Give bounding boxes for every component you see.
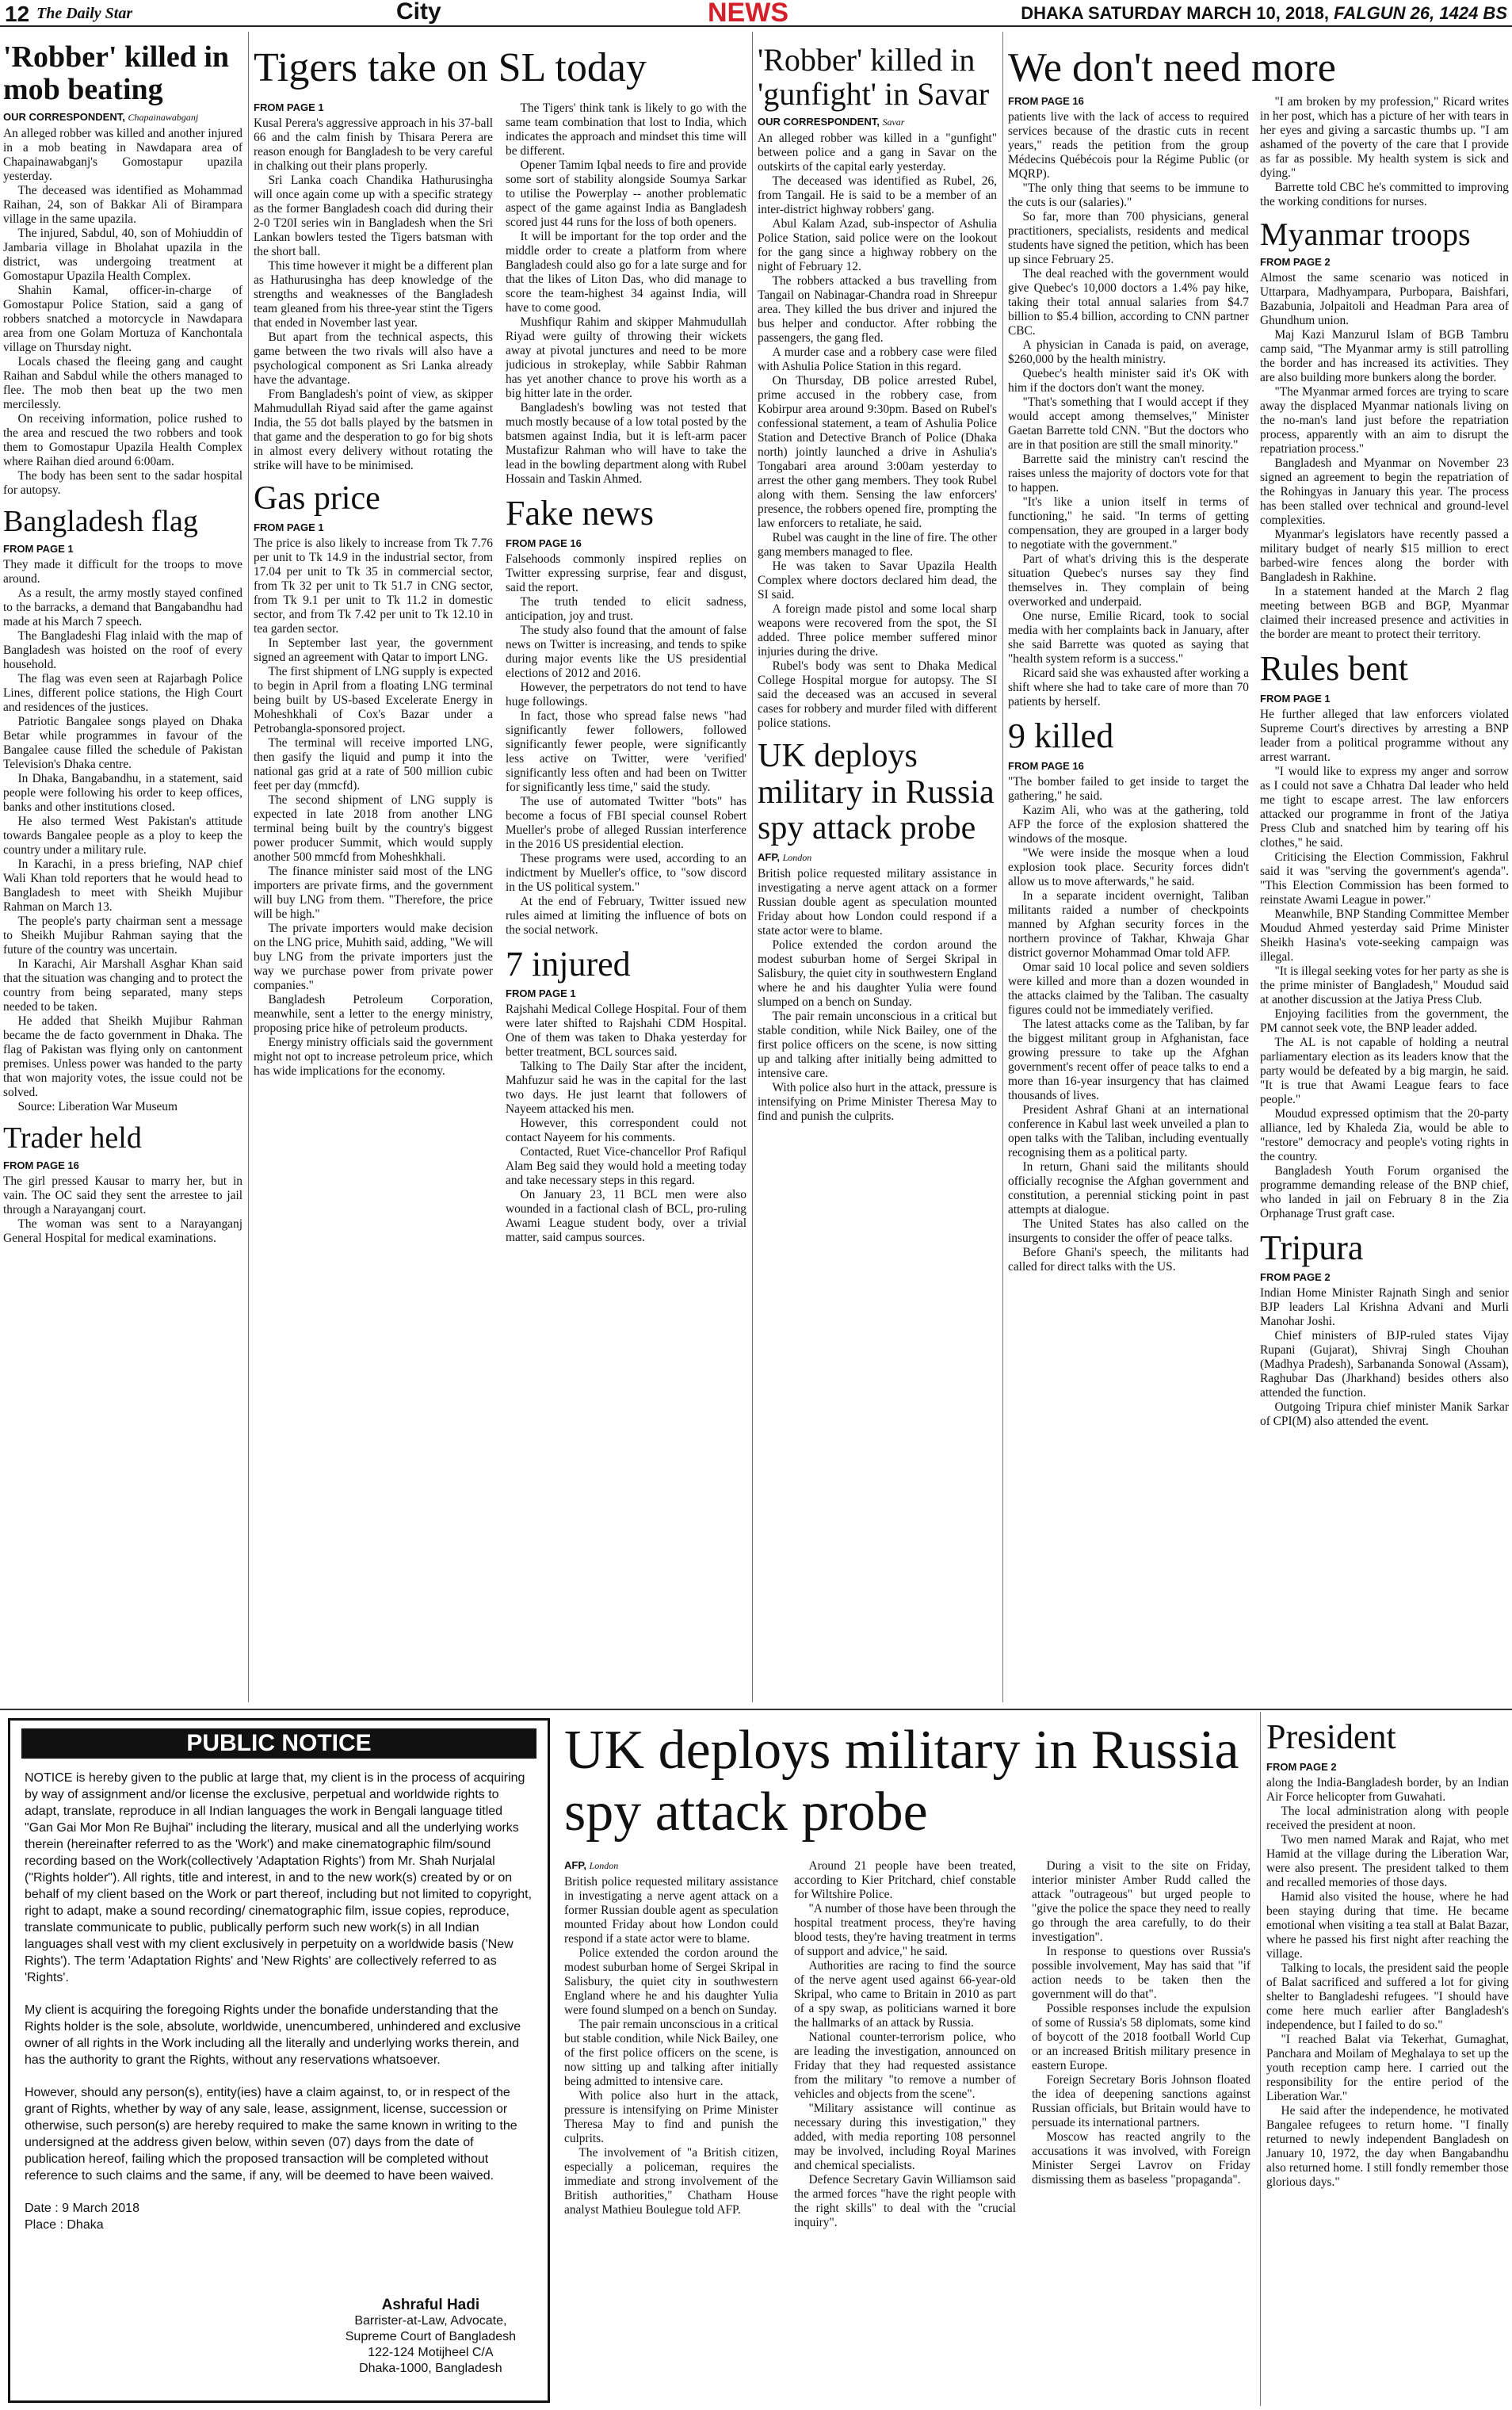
paragraph: The robbers attacked a bus travelling from Tangail on Nabinagar-Chandra road in Shreepur area. They killed the bus driver and injured the bus helper and conductor. After robbing the passengers, the gang fled. <box>758 274 997 346</box>
paragraph: Indian Home Minister Rajnath Singh and senior BJP leaders Lal Krishna Advani and Murli Manohar Joshi. <box>1260 1286 1509 1329</box>
paragraph: The local administration along with people received the president at noon. <box>1266 1804 1509 1832</box>
paragraph: However, this correspondent could not contact Nayeem for his comments. <box>506 1117 746 1145</box>
story-body <box>506 552 746 938</box>
column-1 <box>3 35 242 1707</box>
paragraph: Locals chased the fleeing gang and caught Raihan and Sabdul while the others managed to flee. The mob then beat up the two men mercilessly. <box>3 355 242 412</box>
paragraph: Talking to locals, the president said the people of Balat sacrificed and suffered a lot for giving shelter to Bangladeshi refugees. "I should have come here much earlier after Bangladesh's independence, but I failed to do so." <box>1266 1961 1509 2032</box>
section-name: City <box>396 0 441 25</box>
paragraph: On Thursday, DB police arrested Rubel, prime accused in the robbery case, from Kobirpur area around 9:30pm. Based on Rubel's confessional statement, a team of Ashulia Police Station and Detective Branch of Police (Dhaka north) jointly launched a drive in Ashulia's Tongabari area around 3:00am yesterday to arrest the other gang members. They took Rubel along with them. Sensing the law enforcers' presence, the robbers opened fire, prompting the law enforcers to retaliate, he said. <box>758 374 997 531</box>
paragraph: Talking to The Daily Star after the incident, Mahfuzur said he was in the capital for the last two days. He just learnt that followers of Nayeem attacked his men. <box>506 1060 746 1117</box>
paragraph: The truth tended to elicit sadness, anticipation, joy and trust. <box>506 594 746 623</box>
story-body <box>1260 95 1509 209</box>
headline: Gas price <box>254 480 380 517</box>
paragraph: The finance minister said most of the LNG importers are private firms, and the government will buy LNG from them. "Therefore, the price will be high." <box>254 865 493 922</box>
story-tigers-cont <box>506 101 746 487</box>
paragraph: One nurse, Emilie Ricard, took to social media with her complaints back in January, after she said Barrette was quoted as saying that "health system reform is a success." <box>1008 609 1249 666</box>
paragraph: The Tigers' think tank is likely to go with the same team combination that lost to India, which indicates the approach and mindset this time will be different. <box>506 101 746 158</box>
byline: FROM PAGE 1 <box>3 543 74 556</box>
tigers-headline-area <box>254 35 746 106</box>
signatory-name: Ashraful Hadi <box>381 2297 480 2313</box>
paragraph: Almost the same scenario was noticed in Uttarpara, Madhyampara, Purbopara, Baishfari, Bazabunia, Jolpaitoli and Headman Para area of Ghundhum union. <box>1260 271 1509 328</box>
headline: Rules bent <box>1260 649 1408 689</box>
paragraph: The woman was sent to a Narayanganj General Hospital for medical examinations. <box>3 1217 242 1246</box>
paragraph: The latest attacks come as the Taliban, by far the biggest militant group in Afghanistan, face growing pressure to take up the Afghan government's recent offer of peace talks to end a more than 16-year insurgency that has claimed thousands of lives. <box>1008 1017 1249 1102</box>
notice-signature: Ashraful Hadi Barrister-at-Law, Advocate, Supreme Court of Bangladesh 122-124 Motijheel C/A Dhaka-1000, Bangladesh <box>345 2297 516 2375</box>
notice-paragraph: NOTICE is hereby given to the public at large that, my client is in the process of acquiring by way of assignment and/or license the exclusive, perpetual and worldwide rights to adapt, translate, reproduce in all Indian languages the work in Bengali language titled "Gan Gai Mor Mon Re Bujhai" including the literary, musical and all the underlying works therein (hereinafter referred to as the 'Work') and make cinematographic film/sound recording based on the Work(collectively 'Adaptation Rights') from Mr. Shah Nurjalal ("Rights holder"). All rights, title and interest, in and to the new work(s) created by or on behalf of my client based on the Work or part thereof, including but not limited to copyright, right to adapt, make a sound recording/ cinematographic film, issue copies, reproduce, translate communicate to public, publically perform such new work(s) in all Indian languages shall vest with my client exclusively in perpetuity on a worldwide basis ('New Rights'). The term 'Adaptation Rights' and 'New Rights' are collectively referred to as 'Rights'. <box>25 1771 533 1984</box>
paragraph: The flag was even seen at Rajarbagh Police Lines, different police stations, the High Court and residences of the justices. <box>3 672 242 715</box>
byline: FROM PAGE 16 <box>506 537 582 549</box>
story-body <box>1260 708 1509 1221</box>
paragraph: The AL is not capable of holding a neutral parliamentary election as its leaders know that the party would be defeated by a big margin, he said. "It is true that Awami League fears to face people." <box>1260 1035 1509 1106</box>
issue-date: DHAKA SATURDAY MARCH 10, 2018, FALGUN 26, 1424 BS <box>1021 3 1507 23</box>
paragraph: From Bangladesh's point of view, as skipper Mahmudullah Riyad said after the game against India, the 55 dot balls played by the batsmen in that game and the desperation to go for big shots in almost every delivery without rotating the strike will have to be minimised. <box>254 388 493 472</box>
paragraph: With police also hurt in the attack, pressure is intensifying on Prime Minister Theresa May to find and punish the culprits. <box>564 2089 778 2145</box>
paragraph: In Karachi, Air Marshall Asghar Khan said that the situation was changing and to protect the country from being separated, many steps needed to be taken. <box>3 957 242 1014</box>
paragraph: Sri Lanka coach Chandika Hathurusingha will once again come up with a specific strategy as the former Bangladesh coach did during their 2-0 T20I series win in Bangladesh when the Sri Lankan bowlers tested the Tigers batsman with the short ball. <box>254 174 493 258</box>
headline: Myanmar troops <box>1260 216 1471 252</box>
paragraph: Moudud expressed optimism that the 20-party alliance, led by Khaleda Zia, would be able to "restore" democracy and people's voting rights in the country. <box>1260 1106 1509 1163</box>
headline: Tigers take on SL today <box>254 45 647 90</box>
paragraph: "Military assistance will continue as necessary during this investigation," they added, with media reporting 108 personnel may be involved, including Royal Marines and chemical specialists. <box>794 2102 1016 2172</box>
paragraph: "It is illegal seeking votes for her party as she is the prime minister of Bangladesh," Moudud said at another discussion at the Jatiya Press Club. <box>1260 964 1509 1006</box>
paragraph: These programs were used, according to an indictment by Mueller's office, to "sow discord in the US political system." <box>506 851 746 894</box>
headline: Bangladesh flag <box>3 505 198 539</box>
paragraph: The Bangladeshi Flag inlaid with the map of Bangladesh was hoisted on the roof of every household. <box>3 629 242 672</box>
paragraph: In Karachi, in a press briefing, NAP chief Wali Khan told reporters that he would head to Bangladesh to meet with Sheikh Mujibur Rahman on March 13. <box>3 857 242 915</box>
story-body <box>254 116 493 473</box>
paragraph: The pair remain unconscious in a critical but stable condition, while Nick Bailey, one of the first police officers on the scene, is now sitting up and talking after initially being admitted to intensive care. <box>758 1010 997 1081</box>
paragraph: The first shipment of LNG supply is expected to begin in April from a floating LNG terminal being built by US-based Excelerate Energy in Moheshkhali of Cox's Bazar under a Petrobangla-sponsored project. <box>254 665 493 736</box>
uk-big-headline-area <box>564 1713 1254 1856</box>
headline: UK deploys military in Russia spy attack probe <box>758 738 995 847</box>
paragraph: The people's party chairman sent a message to Sheikh Mujibur Rahman saying that the future of the country was uncertain. <box>3 915 242 957</box>
paragraph: Hamid also visited the house, where he had been staying during that time. He became emotional when visiting a tea stall at Balat Bazar, where he passed his first night after reaching the village. <box>1266 1889 1509 1961</box>
paragraph: However, the perpetrators do not tend to have huge followings. <box>506 680 746 708</box>
story-body <box>3 558 242 1114</box>
paragraph: In fact, those who spread false news "had significantly fewer followers, followed significantly fewer people, were significantly less active on Twitter, were 'verified' significantly less often and had been on Twitter for significantly less time," said the study. <box>506 708 746 794</box>
paragraph: Barrette said the ministry can't rescind the raises unless the majority of doctors vote for that to happen. <box>1008 453 1249 495</box>
story-robber-gunfight <box>758 43 997 731</box>
paragraph: Bangladesh Petroleum Corporation, meanwhile, sent a letter to the energy ministry, proposing price hike of petroleum products. <box>254 993 493 1036</box>
column-2 <box>254 101 493 1707</box>
column-3 <box>506 101 746 1707</box>
paragraph: In a statement handed at the March 2 flag meeting between BGB and BGP, Myanmar claimed their increased presence and activities in the border are meant to protect their territory. <box>1260 585 1509 642</box>
column-5 <box>1008 95 1249 1707</box>
paragraph: Shahin Kamal, officer-in-charge of Gomostapur Police Station, said a gang of robbers snatched a motorcycle in Nawdapara area from one Golam Mortuza of Kanchontala village on Thursday night. <box>3 284 242 355</box>
paragraph: Source: Liberation War Museum <box>17 1100 178 1114</box>
paragraph: Omar said 10 local police and seven soldiers were killed and more than a dozen wounded in the attacks claimed by the Taliban. The casualty figures could not be immediately verified. <box>1008 960 1249 1017</box>
paragraph: A murder case and a robbery case were filed with Ashulia Police Station in this regard. <box>758 346 997 374</box>
paragraph: The study also found that the amount of false news on Twitter is increasing, and tends to spike during major events like the US presidential elections of 2012 and 2016. <box>506 623 746 680</box>
story-robber-mob <box>3 41 242 498</box>
paragraph: Energy ministry officials said the government might not opt to increase petroleum price, which has wide implications for the economy. <box>254 1036 493 1079</box>
page-number: 12 <box>5 2 30 26</box>
paragraph: He said after the independence, he motivated Bangalee refugees to return home. "I finally returned to newly independent Bangladesh on January 10, 1972, the day when Bangabandhu also returned home. I still fondly remember those glorious days." <box>1266 2103 1509 2189</box>
paragraph: British police requested military assistance in investigating a nerve agent attack on a former Russian double agent as speculation mounted Friday about how London could respond if a state actor were to blame. <box>758 867 997 938</box>
column-rule <box>1260 1712 1261 2406</box>
paragraph: In Dhaka, Bangabandhu, in a statement, said people were following his order to keep offices, banks and other institutions closed. <box>3 772 242 815</box>
headline: Tripura <box>1260 1228 1364 1267</box>
byline: FROM PAGE 1 <box>254 101 324 113</box>
paragraph: Meanwhile, BNP Standing Committee Member Moudud Ahmed yesterday said Prime Minister Sheikh Hasina's vote-seeking campaign was illegal. <box>1260 907 1509 964</box>
uk-big-col-2 <box>794 1859 1016 2406</box>
headline: We don't need more <box>1008 45 1336 90</box>
byline: FROM PAGE 16 <box>3 1159 79 1172</box>
headline: 7 injured <box>506 944 631 983</box>
paragraph: The United States has also called on the insurgents to consider the offer of peace talks. <box>1008 1216 1249 1245</box>
notice-date: Date : 9 March 2018 <box>25 2202 139 2215</box>
story-fake-news <box>506 495 746 938</box>
paragraph: Moscow has reacted angrily to the accusations it was involved, with Foreign Minister Sergei Lavrov on Friday dismissing them as baseless "propaganda". <box>1032 2130 1250 2187</box>
byline: FROM PAGE 16 <box>1008 759 1084 772</box>
paragraph: Bangladesh's bowling was not tested that much mostly because of a low total posted by the batsmen against India, but it is left-arm pacer Mustafizur Rahman who will have to take the lead in the bowling department along with Rubel Hossain and Taskin Ahmed. <box>506 401 746 486</box>
uk-big-col-3 <box>1032 1859 1250 2406</box>
byline: FROM PAGE 2 <box>1260 1271 1331 1284</box>
paragraph: Myanmar's legislators have recently passed a military budget of nearly $15 million to erect barbed-wire fences along the border with Bangladesh in Rakhine. <box>1260 528 1509 585</box>
story-body <box>564 1875 778 2217</box>
paragraph: They made it difficult for the troops to move around. <box>3 558 242 586</box>
notice-place: Place : Dhaka <box>25 2218 104 2232</box>
paragraph: The second shipment of LNG supply is expected in late 2018 from another LNG terminal being built by the country's biggest power producer Summit, which would supply another 500 mmcfd from Moheshkhali. <box>254 793 493 865</box>
story-tripura <box>1260 1229 1509 1430</box>
paragraph: President Ashraf Ghani at an international conference in Kabul last week unveiled a plan to open talks with the Taliban, including eventually recognising them as a political party. <box>1008 1102 1249 1159</box>
story-myanmar <box>1260 217 1509 642</box>
paragraph: Before Ghani's speech, the militants had called for direct talks with the US. <box>1008 1245 1249 1274</box>
byline: FROM PAGE 2 <box>1260 256 1331 269</box>
headline: Fake news <box>506 494 654 533</box>
paragraph: With police also hurt in the attack, pressure is intensifying on Prime Minister Theresa May to find and punish the culprits. <box>758 1081 997 1124</box>
public-notice <box>8 1718 550 2403</box>
paragraph: Police extended the cordon around the modest suburban home of Sergei Skripal in Salisbury, the quiet city in southwestern England where he and his daughter Yulia were found slumped on a bench on Sunday. <box>758 938 997 1010</box>
paragraph: Around 21 people have been treated, according to Kier Pritchard, chief constable for Wiltshire Police. <box>794 1859 1016 1901</box>
paragraph: Abul Kalam Azad, sub-inspector of Ashulia Police Station, said police were on the lookout for the gang since a highway robbery on the night of February 12. <box>758 217 997 274</box>
paragraph: An alleged robber was killed and another injured in a mob beating in Nawdapara area of Chapainawabganj's Gomostapur upazila yesterday. <box>3 127 242 184</box>
paragraph: "We were inside the mosque when a loud explosion took place. Security forces didn't allow us to move afterwards," he said. <box>1008 846 1249 888</box>
paragraph: A physician in Canada is paid, on average, $260,000 by the health ministry. <box>1008 338 1249 366</box>
byline: FROM PAGE 1 <box>506 987 576 1000</box>
notice-title: PUBLIC NOTICE <box>21 1728 536 1759</box>
paragraph: The deal reached with the government would give Quebec's 10,000 doctors a 1.4% pay hike, taking their total annual salaries from $4.7 billion to $5.4 billion, according to CNN partner CBC. <box>1008 267 1249 338</box>
story-bangladesh-flag <box>3 506 242 1114</box>
wedont-headline-area <box>1008 35 1509 98</box>
paragraph: In a separate incident overnight, Taliban militants raided a number of checkpoints manned by Afghan security forces in the northern province of Takhar, Khwaja Ghar district governor Mohammad Omar told AFP. <box>1008 888 1249 960</box>
story-body <box>1008 775 1249 1274</box>
paragraph: The use of automated Twitter "bots" has become a focus of FBI special counsel Robert Mueller's probe of alleged Russian interference in the 2016 US presidential election. <box>506 794 746 851</box>
story-president <box>1266 1713 1509 2406</box>
paragraph: So far, more than 700 physicians, general practitioners, specialists, residents and medical students have signed the petition, which has been up since February 25. <box>1008 210 1249 266</box>
byline: FROM PAGE 1 <box>254 521 324 534</box>
paragraph: During a visit to the site on Friday, interior minister Amber Rudd called the attack "outrageous" but urged people to "give the police the space they need to really go through the area carefully, to do their investigation". <box>1032 1859 1250 1944</box>
paragraph: On January 23, 11 BCL men were also wounded in a factional clash of BCL, pro-ruling Awami League student body, over a trivial matter, said campus sources. <box>506 1188 746 1245</box>
story-body <box>1266 1776 1509 2190</box>
story-body <box>1032 1859 1250 2187</box>
paragraph: This time however it might be a different plan as Hathurusingha has deep knowledge of the strengths and weaknesses of the Bangladesh team gleaned from his three-year stint the Tigers that ended in November last year. <box>254 259 493 330</box>
paragraph: Kazim Ali, who was at the gathering, told AFP the force of the explosion shattered the windows of the mosque. <box>1008 803 1249 846</box>
paragraph: Kusal Perera's aggressive approach in his 37-ball 66 and the calm finish by Thisara Perera are reason enough for Bangladesh to be very careful in chalking out their plans properly. <box>254 116 493 173</box>
headline: Trader held <box>3 1121 142 1155</box>
column-rule <box>1002 32 1003 1702</box>
paragraph: In response to questions over Russia's possible involvement, May has said that "if action needs to be taken then the government will do that". <box>1032 1945 1250 2001</box>
paragraph: An alleged robber was killed in a "gunfight" between police and a gang in Savar on the outskirts of the capital early yesterday. <box>758 132 997 174</box>
paragraph: On receiving information, police rushed to the area and rescued the two robbers and took them to Gomostapur Upazila Health Complex where Raihan died around 6:00am. <box>3 412 242 469</box>
headline: President <box>1266 1717 1396 1756</box>
paragraph: Bangladesh Youth Forum organised the programme demanding release of the BNP chief, who landed in jail on February 8 in the Zia Orphanage Trust graft case. <box>1260 1163 1509 1220</box>
paragraph: The price is also likely to increase from Tk 7.76 per unit to Tk 14.9 in the industrial sector, from 17.04 per unit to Tk 35 in commercial sector, from Tk 32 per unit to Tk 51.7 in CNG sector, from Tk 9.1 per unit to Tk 11.2 in domestic sector, and from Tk 7.42 per unit to Tk 12.10 in tea garden sector. <box>254 537 493 636</box>
paragraph: Chief ministers of BJP-ruled states Vijay Rupani (Gujarat), Shivraj Singh Chouhan (Madhya Pradesh), Sarbananda Sonowal (Assam), Raghubar Das (Jharkhand) besides others also attended the function. <box>1260 1329 1509 1400</box>
paper-name: The Daily Star <box>36 5 133 22</box>
byline: OUR CORRESPONDENT, Chapainawabganj <box>3 111 199 124</box>
story-tigers <box>254 101 493 473</box>
paragraph: Part of what's driving this is the desperate situation Quebec's nurses say they find themselves in. They complain of being overworked and underpaid. <box>1008 552 1249 609</box>
paragraph: At the end of February, Twitter issued new rules aimed at limiting the influence of bots on the social network. <box>506 894 746 937</box>
paragraph: Enjoying facilities from the government, the PM cannot seek vote, the BNP leader added. <box>1260 1006 1509 1035</box>
story-body <box>794 1859 1016 2230</box>
paragraph: A foreign made pistol and some local sharp weapons were recovered from the spot, the SI added. Three police member suffered minor injuries during the drive. <box>758 602 997 659</box>
paragraph: along the India-Bangladesh border, by an Indian Air Force helicopter from Guwahati. <box>1266 1775 1509 1804</box>
masthead <box>0 0 1512 27</box>
paragraph: Opener Tamim Iqbal needs to fire and provide some sort of stability alongside Soumya Sarkar to utilise the Powerplay -- another problematic aspect of the game against India as Bangladesh scored just 44 runs for the loss of both openers. <box>506 159 746 229</box>
story-body <box>506 1003 746 1245</box>
notice-paragraph: However, should any person(s), entity(ies) have a claim against, to, or in respect of the grant of Rights, whether by way of any sale, lease, assignment, license, succession or otherwise, such person(s) are hereby required to make the same known in writing to the undersigned at the address given below, within seven (07) days from the date of publication hereof, failing which the proposed transaction will be completed without reference to such claims and the same, if any, will be deemed to have been waived. <box>25 2086 517 2183</box>
story-body <box>1008 110 1249 709</box>
paragraph: The deceased was identified as Mohammad Raihan, 24, son of Bakkar Ali of Birampara village in the same upazila. <box>3 184 242 227</box>
story-uk-small <box>758 739 997 1124</box>
paragraph: Possible responses include the expulsion of some of Russia's 58 diplomats, some kind of boycott of the 2018 football World Cup or an increased British military presence in eastern Europe. <box>1032 2002 1250 2072</box>
story-7-injured <box>506 945 746 1246</box>
paragraph: In September last year, the government signed an agreement with Qatar to import LNG. <box>254 636 493 665</box>
headline: 'Robber' killed in 'gunfight' in Savar <box>758 42 990 113</box>
byline: AFP, London <box>758 851 812 864</box>
paragraph: Quebec's health minister said it's OK with him if the doctors don't want the money. <box>1008 367 1249 395</box>
paragraph: Defence Secretary Gavin Williamson said the armed forces "have the right people with the right skills" to deal with the "crucial inquiry". <box>794 2173 1016 2229</box>
paragraph: Falsehoods commonly inspired replies on Twitter expressing surprise, fear and disgust, said the report. <box>506 552 746 594</box>
paragraph: It will be important for the top order and the middle order to create a platform from where Bangladesh could also go for a late surge and for that the likes of Liton Das, who did manage to score the team-highest 34 against India, will have to come good. <box>506 230 746 315</box>
section-divider <box>0 1709 1512 1710</box>
paragraph: Authorities are racing to find the source of the nerve agent used against 66-year-old Skripal, who came to Britain in 2010 as part of a spy swap, as politicians warned it bore the hallmarks of an attack by Russia. <box>794 1959 1016 2030</box>
paragraph: The body has been sent to the sadar hospital for autopsy. <box>3 469 242 498</box>
story-body <box>254 537 493 1079</box>
paragraph: "The Myanmar armed forces are trying to scare away the displaced Myanmar nationals living on the no-man's land just before the repatriation process, apparently with an aim to disrupt the repatriation process." <box>1260 385 1509 456</box>
paragraph: But apart from the technical aspects, this game between the two rivals will also have a psychological component as Sri Lanka already have the advantage. <box>254 330 493 387</box>
story-body <box>506 101 746 487</box>
story-trader-held <box>3 1122 242 1246</box>
paragraph: "I would like to express my anger and sorrow as I could not save a Chhatra Dal leader who held me tight to escape arrest. The law enforcers attacked our programme in front of the Jatiya Press Club and snatched him by tearing off his clothes," he said. <box>1260 764 1509 850</box>
byline: OUR CORRESPONDENT, Savar <box>758 116 905 128</box>
paragraph: He was taken to Savar Upazila Health Complex where doctors declared him dead, the SI said. <box>758 560 997 602</box>
paragraph: Maj Kazi Manzurul Islam of BGB Tambru camp said, "The Myanmar army is still patrolling the border and has increased its activities. They are also building more bunkers along the border. <box>1260 328 1509 385</box>
paragraph: The pair remain unconscious in a critical but stable condition, while Nick Bailey, one of the first police officers on the scene, is now sitting up and talking after initially being admitted to intensive care. <box>564 2018 778 2088</box>
paragraph: He further alleged that law enforcers violated Supreme Court's directives by arresting a BNP leader from a political programme without any arrest warrant. <box>1260 707 1509 764</box>
paragraph: Contacted, Ruet Vice-chancellor Prof Rafiqul Alam Beg said they would hold a meeting today and take necessary steps in this regard. <box>506 1145 746 1188</box>
column-rule <box>248 32 249 1702</box>
paragraph: He added that Sheikh Mujibur Rahman became the de facto government in Dhaka. The flag of Pakistan was flying only on cantonment premises. Unless power was handed to the party that won majority votes, the issue could not be solved. <box>3 1014 242 1100</box>
paragraph: Outgoing Tripura chief minister Manik Sarkar of CPI(M) also attended the event. <box>1260 1400 1509 1429</box>
paragraph: The involvement of "a British citizen, especially a policeman, requires the immediate and strong involvement of the British authorities," Chatham House analyst Mathieu Boulegue told AFP. <box>564 2146 778 2217</box>
story-9-killed <box>1008 717 1249 1274</box>
paragraph: Rubel was caught in the line of fire. The other gang members managed to flee. <box>758 531 997 560</box>
paragraph: "I am broken by my profession," Ricard writes in her post, which has a picture of her with tears in her eyes and giving a sarcastic thumbs up. "I am ashamed of the poverty of the care that I provide as far as possible. My health system is sick and dying." <box>1260 95 1509 180</box>
paragraph: "That's something that I would accept if they would accept among themselves," Minister Gaetan Barrette told CNN. "But the doctors who are in that position are still the small minority." <box>1008 395 1249 452</box>
paragraph: National counter-terrorism police, who are leading the investigation, announced on Friday that they had requested assistance from the military "to remove a number of vehicles and objects from the scene". <box>794 2030 1016 2101</box>
story-rules-bent <box>1260 650 1509 1221</box>
paragraph: Patriotic Bangalee songs played on Dhaka Betar while programmes in favour of the Bangalee cause filled the schedule of Pakistan Television's Dhaka centre. <box>3 715 242 772</box>
paragraph: "The bomber failed to get inside to target the gathering," he said. <box>1008 774 1249 803</box>
story-body <box>1260 271 1509 642</box>
story-body <box>3 127 242 498</box>
headline: 'Robber' killed in mob beating <box>3 40 230 107</box>
byline: FROM PAGE 2 <box>1266 1760 1337 1773</box>
story-gas-price <box>254 481 493 1079</box>
paragraph: The injured, Sabdul, 40, son of Mohiuddin of Jambaria village in Bholahat upazila in the district, was undergoing treatment at Gomostapur Upazila Health Complex. <box>3 227 242 284</box>
notice-paragraph: My client is acquiring the foregoing Rights under the bonafide understanding that the Rights holder is the sole, absolute, worldwide, unencumbered, unhindered and exclusive owner of all rights in the Work including all the literally and underlying works therein, and has the authority to grant the Rights, without any reservations whatsoever. <box>25 2003 521 2067</box>
paragraph: Criticising the Election Commission, Fakhrul said it was "serving the government's agenda". "This Election Commission has been formed to reinstate Awami League in power." <box>1260 850 1509 907</box>
paragraph: "I reached Balat via Tekerhat, Gumaghat, Panchara and Moilam of Meghalaya to set up the youth reception camp here. I carried out the responsibility for the entire period of the Liberation War." <box>1266 2032 1509 2103</box>
paragraph: British police requested military assistance in investigating a nerve agent attack on a former Russian double agent as speculation mounted Friday about how London could respond if a state actor were to blame. <box>564 1875 778 1946</box>
story-body <box>758 132 997 731</box>
paragraph: Rubel's body was sent to Dhaka Medical College Hospital morgue for autopsy. The SI said the deceased was an accused in several cases for robbery and murder filed with different police stations. <box>758 659 997 731</box>
paragraph: "The only thing that seems to be immune to the cuts is our (salaries)." <box>1008 181 1249 209</box>
paragraph: Two men named Marak and Rajat, who met Hamid at the village during the Liberation War, were also present. The president talked to them and recalled memories of those days. <box>1266 1832 1509 1889</box>
paragraph: Barrette told CBC he's committed to improving the working conditions for nurses. <box>1260 181 1509 208</box>
paragraph: The terminal will receive imported LNG, then gasify the liquid and pump it into the national gas grid at a rate of 500 million cubic feet per day (mmcfd). <box>254 736 493 793</box>
paragraph: patients live with the lack of access to required services because of the drastic cuts in recent years," reads the petition from the group Médecins Québécois pour la Régime Public (or MQRP). <box>1008 110 1249 181</box>
paragraph: Police extended the cordon around the modest suburban home of Sergei Skripal in Salisbury, the quiet city in southwestern England where he and his daughter Yulia were found slumped on a bench on Sunday. <box>564 1946 778 2017</box>
story-body <box>3 1174 242 1246</box>
byline: FROM PAGE 16 <box>1008 95 1084 107</box>
byline: FROM PAGE 1 <box>1260 692 1331 705</box>
paragraph: Ricard said she was exhausted after working a shift where she had to take care of more than 70 patients by herself. <box>1008 666 1249 708</box>
paragraph: Foreign Secretary Boris Johnson floated the idea of deepening sanctions against Russian officials, but Britain would have to persuade its international partners. <box>1032 2073 1250 2129</box>
news-label: NEWS <box>708 0 788 28</box>
column-4 <box>758 35 997 1707</box>
paragraph: He also termed West Pakistan's attitude towards Bangalee people as a ploy to keep the country under a military rule. <box>3 815 242 857</box>
paragraph: As a result, the army mostly stayed confined to the barracks, a demand that Bangabandhu had made at his March 7 speech. <box>3 586 242 629</box>
paragraph: Bangladesh and Myanmar on November 23 signed an agreement to begin the repatriation of the Rohingyas in January this year. The process has been stalled over technical and ground-level complexities. <box>1260 456 1509 528</box>
paragraph: Mushfiqur Rahim and skipper Mahmudullah Riyad were guilty of throwing their wickets away at pivotal junctures and need to be more judicious in strokeplay, while Sabbir Rahman has yet another chance to prove his worth as a big hitter late in the order. <box>506 315 746 400</box>
story-wedont-cont <box>1260 95 1509 209</box>
paragraph: In return, Ghani said the militants should officially recognise the Afghan government and constitution, a perennial sticking point in past attempts at dialogue. <box>1008 1159 1249 1216</box>
paragraph: Rajshahi Medical College Hospital. Four of them were later shifted to Rajshahi CDM Hospital. One of them was taken to Dhaka yesterday for better treatment, BCL sources said. <box>506 1003 746 1060</box>
headline: 9 killed <box>1008 716 1114 755</box>
story-body <box>1260 1286 1509 1429</box>
uk-big-col-1 <box>564 1859 778 2406</box>
byline: AFP, London <box>564 1859 619 1871</box>
paragraph: The private importers would make decision on the LNG price, Muhith said, adding, "We will buy LNG from the private importers just the way we purchase power from private power companies." <box>254 922 493 993</box>
paragraph: The girl pressed Kausar to marry her, but in vain. The OC said they sent the arrestee to jail through a Narayanganj court. <box>3 1174 242 1217</box>
column-rule <box>752 32 753 1702</box>
headline: UK deploys military in Russia spy attack probe <box>564 1720 1239 1843</box>
column-6 <box>1260 95 1509 1707</box>
paragraph: The deceased was identified as Rubel, 26, from Tangail. He is said to be a member of an inter-district highway robbers' gang. <box>758 174 997 217</box>
story-body <box>758 867 997 1124</box>
paragraph: "It's like a union itself in terms of functioning," he said. "In terms of getting compensation, they are grouped in a larger body to negotiate with the government." <box>1008 495 1249 552</box>
story-wedont <box>1008 95 1249 709</box>
paragraph: "A number of those have been through the hospital treatment process, they're having blood tests, they're having treatment in terms of support and advice," he said. <box>794 1902 1016 1958</box>
